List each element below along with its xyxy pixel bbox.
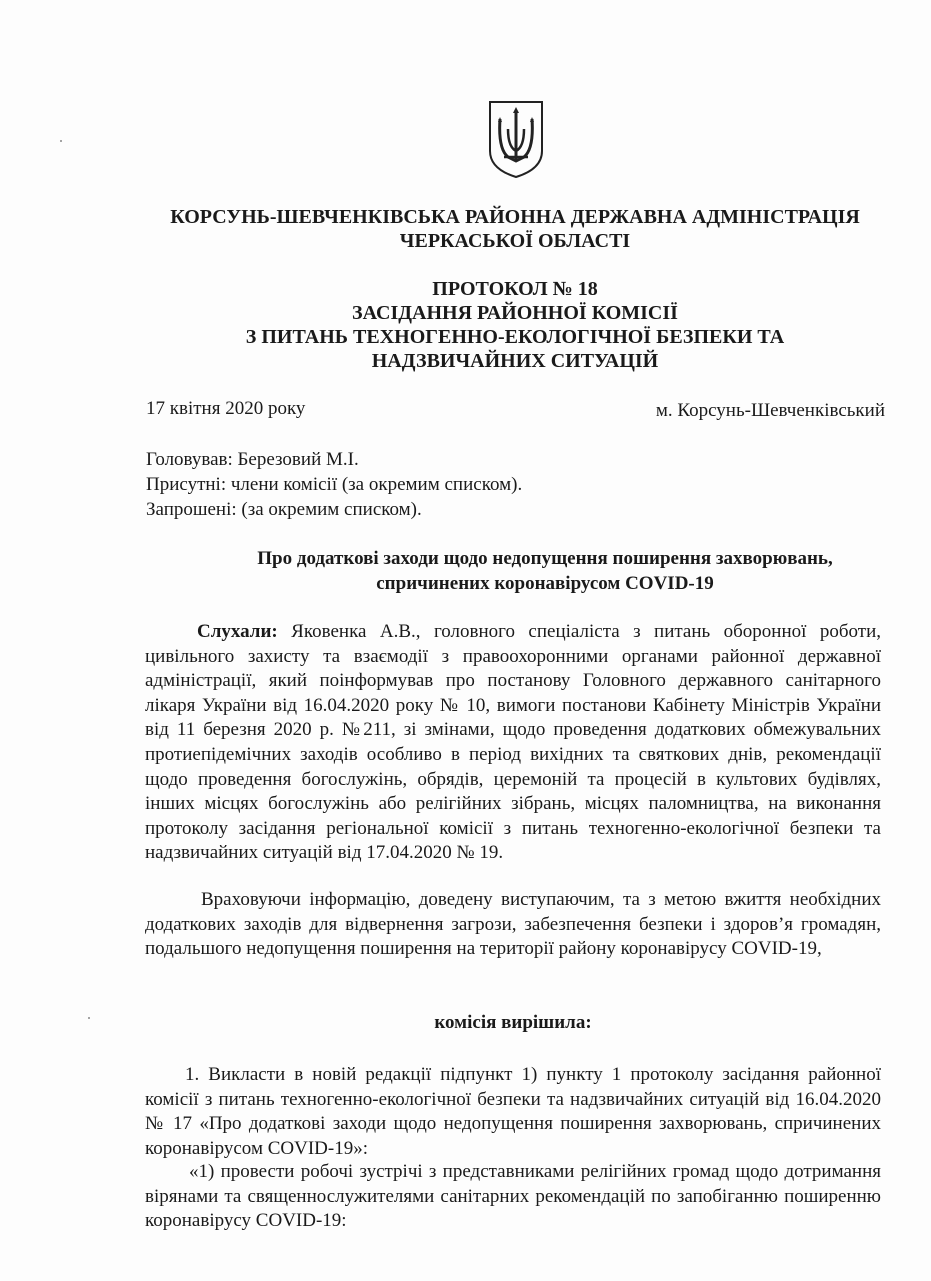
protocol-title <box>100 277 930 373</box>
organization-header <box>110 205 920 253</box>
attendees-block <box>146 447 522 522</box>
protocol-title-line: З ПИТАНЬ ТЕХНОГЕННО-ЕКОЛОГІЧНОЇ БЕЗПЕКИ ТА <box>245 326 785 348</box>
decision-heading: комісія вирішила: <box>434 1012 592 1033</box>
agenda-subject <box>150 546 931 596</box>
subject-line: спричинених коронавірусом COVID-19 <box>376 573 714 594</box>
trident-coat-of-arms-icon <box>486 99 546 179</box>
decision-item-1-subitem: «1) провести робочі зустрічі з представниками релігійних громад щодо дотримання вірянами та священнослужителями санітарних рекомендацій по запобіганню поширенню коронавірусу COVID-19: <box>145 1161 881 1232</box>
present-members: Присутні: члени комісії (за окремим списком). <box>146 474 523 495</box>
protocol-title-line: ЗАСІДАННЯ РАЙОННОЇ КОМІСІЇ <box>352 302 678 324</box>
meeting-place: м. Корсунь-Шевченківський <box>655 400 885 421</box>
scan-speck <box>60 140 62 142</box>
subject-line: Про додаткові заходи щодо недопущення поширення захворювань, <box>257 548 833 569</box>
considering-paragraph: Враховуючи інформацію, доведену виступаючим, та з метою вжиття необхідних додаткових заходів для відвернення загрози, забезпечення безпеки і здоров’я громадян, подальшого недопущення поширення на території району коронавірусу COVID-19, <box>145 889 881 960</box>
heard-label: Слухали: <box>197 621 278 642</box>
protocol-number: ПРОТОКОЛ № 18 <box>432 278 598 300</box>
decision-item-1: 1. Викласти в новій редакції підпункт 1) пункту 1 протоколу засідання районної комісії з питань техногенно-екологічної безпеки та надзвичайних ситуацій від 16.04.2020 № 17 «Про додаткові заходи щодо недопущення поширення захворювань, спричинених коронавірусом COVID-19»: <box>145 1064 881 1159</box>
protocol-title-line: НАДЗВИЧАЙНИХ СИТУАЦІЙ <box>371 350 659 372</box>
meeting-date: 17 квітня 2020 року <box>146 398 306 419</box>
invited-members: Запрошені: (за окремим списком). <box>146 499 422 520</box>
heard-paragraph <box>145 620 881 866</box>
organization-name: КОРСУНЬ-ШЕВЧЕНКІВСЬКА РАЙОННА ДЕРЖАВНА АДМІНІСТРАЦІЯ <box>170 206 860 228</box>
scan-speck <box>88 1017 90 1019</box>
heard-text: Яковенка А.В., головного спеціаліста з питань оборонної роботи, цивільного захисту та взаємодії з правоохоронними органами районної державної адміністрації, який поінформував про постанову Головного державного санітарного лікаря України від 16.04.2020 року № 10, вимоги постанови Кабінету Міністрів України від 11 березня 2020 р. №211, зі змінами, щодо проведення додаткових обмежувальних протиепідемічних заходів особливо в період вихідних та святкових днів, рекомендації щодо проведення богослужінь, обрядів, церемоній та процесій в культових будівлях, інших місцях богослужінь або релігійних зібрань, місцях паломництва, на виконання протоколу засідання регіональної комісії з питань техногенно-екологічної безпеки та надзвичайних ситуацій від 17.04.2020 № 19. <box>145 621 881 864</box>
organization-region: ЧЕРКАСЬКОЇ ОБЛАСТІ <box>399 230 631 252</box>
chairperson: Головував: Березовий М.І. <box>146 449 359 470</box>
